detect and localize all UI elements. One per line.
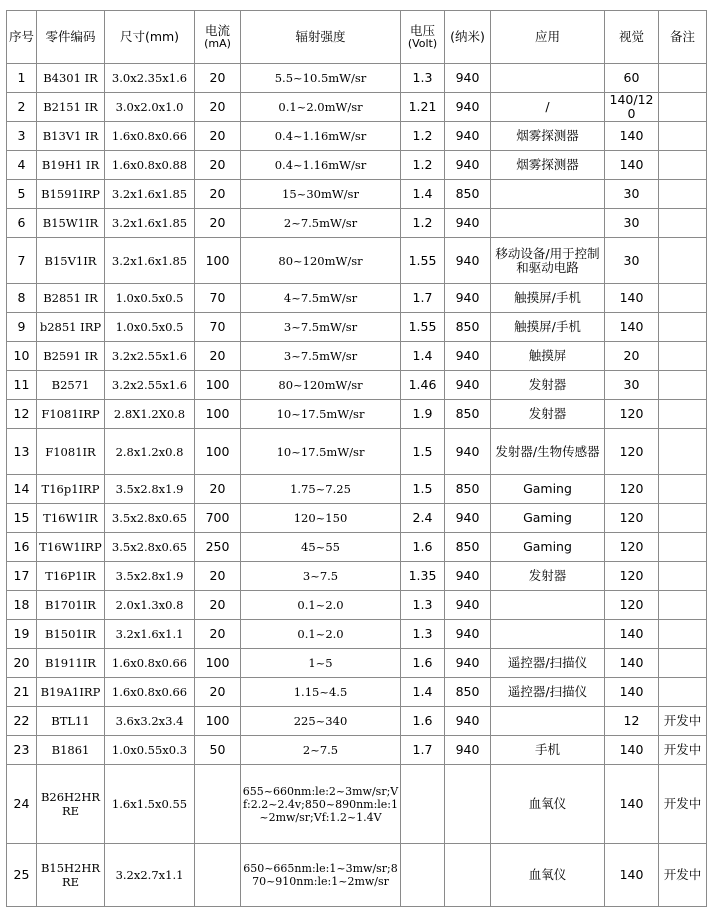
cell-view: 140 [605,620,659,649]
table-body [7,64,707,907]
cell-seq: 21 [7,678,37,707]
cell-application: 手机 [491,736,605,765]
cell-current: 20 [195,122,241,151]
cell-seq: 3 [7,122,37,151]
cell-part: B15H2HRRE [37,844,105,907]
cell-view: 140 [605,284,659,313]
cell-seq: 23 [7,736,37,765]
cell-application: 发射器 [491,562,605,591]
cell-size: 3.2x1.6x1.85 [105,180,195,209]
cell-intensity: 45~55 [241,533,401,562]
cell-note [659,93,707,122]
cell-voltage: 1.4 [401,678,445,707]
cell-voltage: 1.21 [401,93,445,122]
cell-view: 140 [605,151,659,180]
cell-seq: 1 [7,64,37,93]
table-row [7,591,707,620]
cell-intensity: 0.1~2.0mW/sr [241,93,401,122]
cell-part: B15W1IR [37,209,105,238]
cell-note [659,64,707,93]
cell-application: 烟雾探测器 [491,151,605,180]
cell-application [491,64,605,93]
cell-part: T16p1IRP [37,475,105,504]
cell-voltage: 1.3 [401,64,445,93]
cell-intensity: 3~7.5mW/sr [241,342,401,371]
cell-view: 30 [605,180,659,209]
cell-intensity: 2~7.5 [241,736,401,765]
cell-intensity: 225~340 [241,707,401,736]
cell-current: 20 [195,180,241,209]
cell-view: 120 [605,591,659,620]
cell-wavelength: 850 [445,180,491,209]
cell-note [659,313,707,342]
cell-intensity: 0.1~2.0 [241,620,401,649]
cell-part: BTL11 [37,707,105,736]
cell-seq: 25 [7,844,37,907]
cell-view: 60 [605,64,659,93]
cell-size: 1.6x1.5x0.55 [105,765,195,844]
cell-seq: 8 [7,284,37,313]
cell-wavelength: 940 [445,736,491,765]
cell-part: B19A1IRP [37,678,105,707]
cell-part: B1911IR [37,649,105,678]
cell-view: 140 [605,122,659,151]
cell-application [491,707,605,736]
cell-note [659,562,707,591]
cell-wavelength: 940 [445,707,491,736]
cell-view: 30 [605,238,659,284]
cell-intensity: 650~665nm:le:1~3mw/sr;870~910nm:le:1~2mw/sr [241,844,401,907]
cell-wavelength [445,844,491,907]
cell-note [659,400,707,429]
cell-current: 50 [195,736,241,765]
cell-current [195,844,241,907]
cell-voltage: 1.4 [401,342,445,371]
table-row [7,209,707,238]
cell-note [659,504,707,533]
cell-part: B1501IR [37,620,105,649]
cell-intensity: 80~120mW/sr [241,238,401,284]
table-row [7,562,707,591]
cell-view: 120 [605,400,659,429]
cell-part: T16W1IRP [37,533,105,562]
table-row [7,533,707,562]
cell-intensity: 3~7.5mW/sr [241,313,401,342]
cell-voltage: 1.6 [401,649,445,678]
cell-view: 140 [605,736,659,765]
cell-intensity: 655~660nm:le:2~3mw/sr;Vf:2.2~2.4v;850~890nm:le:1~2mw/sr;Vf:1.2~1.4V [241,765,401,844]
table-row [7,678,707,707]
table-row [7,844,707,907]
cell-wavelength: 850 [445,533,491,562]
cell-current: 20 [195,209,241,238]
cell-seq: 9 [7,313,37,342]
cell-size: 3.2x2.55x1.6 [105,342,195,371]
header-part: 零件编码 [37,11,105,64]
header-wavelength: (纳米) [445,11,491,64]
cell-view: 20 [605,342,659,371]
cell-application: 遥控器/扫描仪 [491,678,605,707]
cell-intensity: 1.75~7.25 [241,475,401,504]
cell-note [659,151,707,180]
cell-view: 30 [605,371,659,400]
table-row [7,64,707,93]
cell-part: B13V1 IR [37,122,105,151]
cell-seq: 12 [7,400,37,429]
cell-note [659,649,707,678]
cell-voltage: 1.7 [401,284,445,313]
cell-voltage: 1.2 [401,122,445,151]
cell-size: 3.2x2.55x1.6 [105,371,195,400]
cell-seq: 10 [7,342,37,371]
cell-application: 血氧仪 [491,765,605,844]
cell-part: B1861 [37,736,105,765]
table-row [7,736,707,765]
cell-wavelength: 940 [445,429,491,475]
cell-note [659,475,707,504]
cell-size: 1.0x0.5x0.5 [105,284,195,313]
cell-view: 30 [605,209,659,238]
cell-wavelength: 940 [445,649,491,678]
cell-note [659,284,707,313]
cell-size: 3.5x2.8x0.65 [105,504,195,533]
cell-seq: 6 [7,209,37,238]
cell-application: Gaming [491,533,605,562]
cell-part: B4301 IR [37,64,105,93]
cell-current: 20 [195,93,241,122]
header-voltage-unit: (Volt) [407,37,438,50]
cell-voltage: 1.55 [401,238,445,284]
cell-view: 120 [605,504,659,533]
cell-size: 3.2x1.6x1.85 [105,238,195,284]
cell-size: 1.6x0.8x0.88 [105,151,195,180]
ir-led-spec-table [6,10,707,907]
cell-note [659,180,707,209]
cell-size: 3.0x2.35x1.6 [105,64,195,93]
cell-note [659,209,707,238]
cell-intensity: 120~150 [241,504,401,533]
cell-wavelength: 850 [445,313,491,342]
cell-intensity: 5.5~10.5mW/sr [241,64,401,93]
cell-seq: 19 [7,620,37,649]
cell-seq: 22 [7,707,37,736]
cell-voltage: 1.7 [401,736,445,765]
cell-application: 血氧仪 [491,844,605,907]
cell-application [491,180,605,209]
cell-wavelength: 940 [445,151,491,180]
cell-voltage: 1.2 [401,151,445,180]
cell-view: 140 [605,649,659,678]
cell-note [659,429,707,475]
cell-part: B19H1 IR [37,151,105,180]
cell-note [659,342,707,371]
cell-size: 2.8X1.2X0.8 [105,400,195,429]
cell-intensity: 10~17.5mW/sr [241,429,401,475]
table-row [7,180,707,209]
cell-voltage: 1.46 [401,371,445,400]
cell-part: F1081IRP [37,400,105,429]
cell-application: Gaming [491,504,605,533]
cell-seq: 18 [7,591,37,620]
header-row [7,11,707,64]
cell-voltage: 1.5 [401,475,445,504]
cell-wavelength [445,765,491,844]
cell-current: 70 [195,313,241,342]
cell-wavelength: 940 [445,562,491,591]
cell-size: 1.0x0.5x0.5 [105,313,195,342]
cell-intensity: 3~7.5 [241,562,401,591]
cell-view: 120 [605,533,659,562]
cell-application: 发射器 [491,371,605,400]
cell-seq: 16 [7,533,37,562]
header-note: 备注 [659,11,707,64]
cell-application [491,620,605,649]
cell-size: 3.5x2.8x0.65 [105,533,195,562]
cell-wavelength: 850 [445,475,491,504]
cell-current: 70 [195,284,241,313]
cell-part: F1081IR [37,429,105,475]
header-intensity: 辐射强度 [241,11,401,64]
cell-seq: 17 [7,562,37,591]
cell-voltage [401,844,445,907]
cell-current: 20 [195,620,241,649]
cell-application: 遥控器/扫描仪 [491,649,605,678]
cell-seq: 14 [7,475,37,504]
cell-size: 3.5x2.8x1.9 [105,475,195,504]
cell-size: 1.6x0.8x0.66 [105,678,195,707]
header-application: 应用 [491,11,605,64]
cell-current: 100 [195,649,241,678]
cell-wavelength: 850 [445,400,491,429]
header-voltage-label: 电压 [409,23,435,38]
cell-note: 开发中 [659,707,707,736]
cell-intensity: 0.4~1.16mW/sr [241,151,401,180]
cell-current: 700 [195,504,241,533]
cell-size: 3.2x2.7x1.1 [105,844,195,907]
cell-current: 20 [195,562,241,591]
cell-size: 1.0x0.55x0.3 [105,736,195,765]
cell-voltage: 1.6 [401,707,445,736]
cell-seq: 15 [7,504,37,533]
cell-size: 3.6x3.2x3.4 [105,707,195,736]
cell-seq: 2 [7,93,37,122]
table-row [7,342,707,371]
cell-wavelength: 940 [445,342,491,371]
cell-wavelength: 940 [445,238,491,284]
cell-part: T16P1IR [37,562,105,591]
cell-current: 20 [195,342,241,371]
cell-voltage: 1.2 [401,209,445,238]
cell-seq: 7 [7,238,37,284]
cell-current: 100 [195,400,241,429]
header-view: 视觉 [605,11,659,64]
cell-voltage: 1.5 [401,429,445,475]
cell-wavelength: 940 [445,122,491,151]
table-row [7,151,707,180]
header-current-unit: (mA) [204,37,231,50]
cell-application: 触摸屏 [491,342,605,371]
cell-note [659,238,707,284]
cell-view: 140 [605,765,659,844]
cell-part: B1701IR [37,591,105,620]
header-seq: 序号 [7,11,37,64]
cell-view: 120 [605,429,659,475]
cell-size: 1.6x0.8x0.66 [105,122,195,151]
cell-current: 20 [195,591,241,620]
table-row [7,313,707,342]
table-row [7,707,707,736]
cell-intensity: 4~7.5mW/sr [241,284,401,313]
cell-part: B15V1IR [37,238,105,284]
cell-size: 3.2x1.6x1.85 [105,209,195,238]
cell-application: 触摸屏/手机 [491,313,605,342]
table-row [7,649,707,678]
cell-voltage: 1.4 [401,180,445,209]
table-row [7,238,707,284]
cell-size: 1.6x0.8x0.66 [105,649,195,678]
cell-wavelength: 940 [445,591,491,620]
cell-intensity: 10~17.5mW/sr [241,400,401,429]
cell-application: / [491,93,605,122]
cell-seq: 20 [7,649,37,678]
cell-current: 100 [195,707,241,736]
cell-note: 开发中 [659,844,707,907]
cell-size: 2.0x1.3x0.8 [105,591,195,620]
cell-intensity: 0.1~2.0 [241,591,401,620]
table-row [7,504,707,533]
table-row [7,122,707,151]
cell-current: 100 [195,238,241,284]
cell-current: 20 [195,64,241,93]
cell-note [659,122,707,151]
cell-note [659,371,707,400]
cell-wavelength: 850 [445,678,491,707]
cell-part: B2151 IR [37,93,105,122]
cell-note: 开发中 [659,736,707,765]
cell-note: 开发中 [659,765,707,844]
cell-size: 3.0x2.0x1.0 [105,93,195,122]
cell-note [659,533,707,562]
table-row [7,93,707,122]
cell-view: 140/120 [605,93,659,122]
cell-intensity: 80~120mW/sr [241,371,401,400]
cell-intensity: 1.15~4.5 [241,678,401,707]
cell-current: 100 [195,371,241,400]
table-row [7,765,707,844]
cell-application: 触摸屏/手机 [491,284,605,313]
cell-seq: 4 [7,151,37,180]
cell-note [659,678,707,707]
cell-part: B2571 [37,371,105,400]
cell-part: T16W1IR [37,504,105,533]
cell-application: 移动设备/用于控制和驱动电路 [491,238,605,284]
cell-application [491,209,605,238]
cell-voltage: 1.35 [401,562,445,591]
cell-wavelength: 940 [445,64,491,93]
cell-view: 140 [605,844,659,907]
cell-voltage: 1.3 [401,591,445,620]
cell-application: Gaming [491,475,605,504]
cell-note [659,591,707,620]
table-row [7,475,707,504]
table-row [7,429,707,475]
cell-intensity: 1~5 [241,649,401,678]
cell-seq: 5 [7,180,37,209]
cell-part: B1591IRP [37,180,105,209]
cell-seq: 24 [7,765,37,844]
header-current [195,11,241,64]
cell-current: 250 [195,533,241,562]
header-current-label: 电流 [204,23,230,38]
header-voltage [401,11,445,64]
cell-application: 发射器/生物传感器 [491,429,605,475]
cell-current: 100 [195,429,241,475]
cell-part: b2851 IRP [37,313,105,342]
cell-wavelength: 940 [445,371,491,400]
cell-application: 发射器 [491,400,605,429]
cell-seq: 13 [7,429,37,475]
cell-view: 120 [605,562,659,591]
cell-wavelength: 940 [445,284,491,313]
cell-part: B2851 IR [37,284,105,313]
cell-current [195,765,241,844]
cell-voltage [401,765,445,844]
cell-size: 3.2x1.6x1.1 [105,620,195,649]
cell-seq: 11 [7,371,37,400]
cell-intensity: 2~7.5mW/sr [241,209,401,238]
header-size: 尺寸(mm) [105,11,195,64]
table-row [7,371,707,400]
cell-current: 20 [195,151,241,180]
cell-voltage: 1.3 [401,620,445,649]
cell-wavelength: 940 [445,209,491,238]
cell-view: 140 [605,313,659,342]
cell-voltage: 1.55 [401,313,445,342]
cell-view: 140 [605,678,659,707]
table-row [7,620,707,649]
cell-wavelength: 940 [445,504,491,533]
cell-current: 20 [195,475,241,504]
cell-intensity: 0.4~1.16mW/sr [241,122,401,151]
cell-wavelength: 940 [445,93,491,122]
cell-size: 2.8x1.2x0.8 [105,429,195,475]
table-row [7,284,707,313]
cell-intensity: 15~30mW/sr [241,180,401,209]
cell-view: 12 [605,707,659,736]
cell-size: 3.5x2.8x1.9 [105,562,195,591]
cell-voltage: 1.9 [401,400,445,429]
cell-part: B26H2HRRE [37,765,105,844]
cell-view: 120 [605,475,659,504]
cell-note [659,620,707,649]
cell-voltage: 1.6 [401,533,445,562]
cell-wavelength: 940 [445,620,491,649]
cell-part: B2591 IR [37,342,105,371]
cell-current: 20 [195,678,241,707]
cell-application [491,591,605,620]
cell-voltage: 2.4 [401,504,445,533]
table-row [7,400,707,429]
cell-application: 烟雾探测器 [491,122,605,151]
